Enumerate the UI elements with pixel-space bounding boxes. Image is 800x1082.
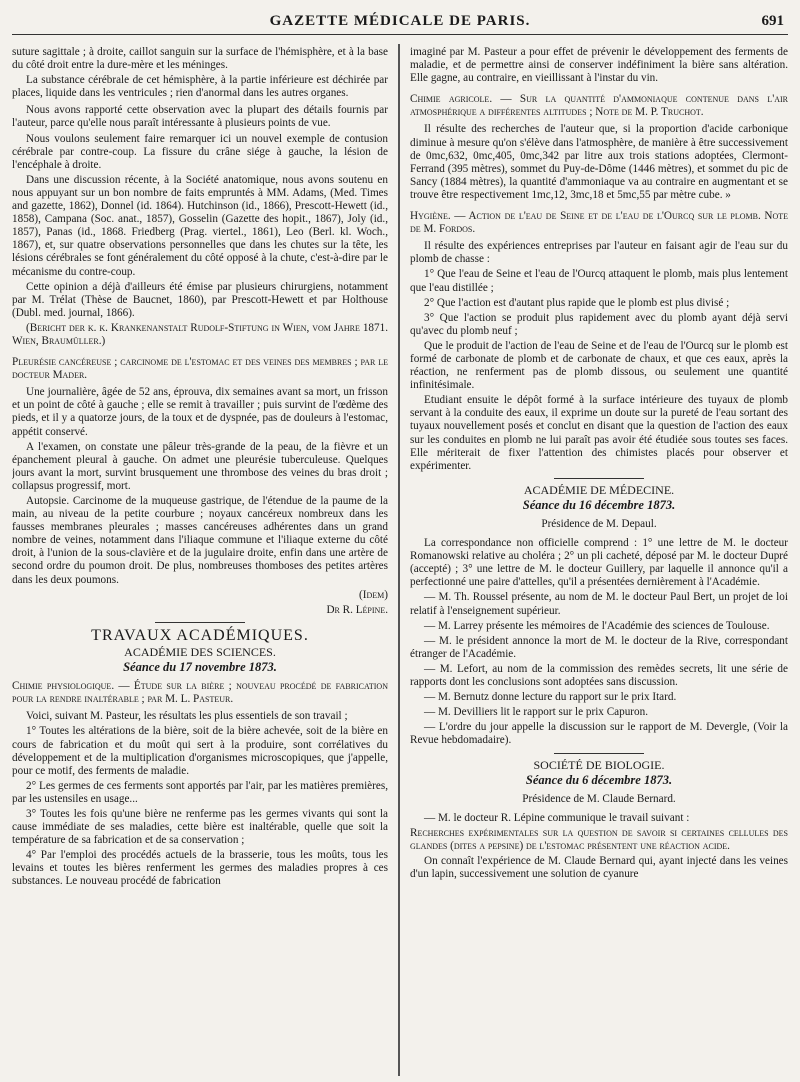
paragraph: 4° Par l'emploi des procédés actuels de la brasserie, tous les moûts, tous les levains et toutes les bières renferment les germes des maladies propres à ces substances. Le nouveau procédé de fabrication xyxy=(12,849,388,888)
page-header xyxy=(12,8,788,35)
paragraph: 2° Les germes de ces ferments sont apportés par l'air, par les matières premières, par les ustensiles en usage... xyxy=(12,779,388,805)
left-column xyxy=(12,46,388,1076)
paragraph: 2° Que l'action est d'autant plus rapide que le plomb est plus divisé ; xyxy=(424,296,730,309)
paragraph: Il résulte des recherches de l'auteur que, si la proportion d'acide carbonique diminue à mesure qu'on s'élève dans l'atmosphère, de manière à être successivement de 0mc,632, 0mc,405, 0mc,342 par litre aux trois stations adoptées, Clermont-Ferrand (395 mètres), sommet du Puy-de-Dôme (1446 mètres), et sommet du pic de Sancy (1884 mètres), la quantité d'ammoniaque va au contraire en augmentant et se trouve être respectivement 1mc,12, 3mc,18 et 5mc,55 par mètre cube. » xyxy=(410,123,788,201)
academy-title: ACADÉMIE DES SCIENCES. xyxy=(124,644,276,659)
presidency: Présidence de M. Depaul. xyxy=(541,518,657,530)
paragraph: Nous voulons seulement faire remarquer ici un nouvel exemple de contusion cérébrale par contre-coup. La fissure du crâne siége à gauche, la lésion de l'encéphale à droite. xyxy=(12,132,388,171)
paragraph: — M. Larrey présente les mémoires de l'Académie des sciences de Toulouse. xyxy=(424,619,770,632)
paragraph: Que le produit de l'action de l'eau de Seine et de l'eau de l'Ourcq sur le plomb est formé de carbonate de plomb et de carbonate de chaux, et que ces eaux, après la réaction, ne renferment pas de plomb dissous, ou seulement une quantité infinitésimale. xyxy=(410,339,788,392)
paragraph: On connaît l'expérience de M. Claude Bernard qui, ayant injecté dans les veines d'un lapin, successivement une solution de cyanure xyxy=(410,855,788,881)
paragraph: Une journalière, âgée de 52 ans, éprouva, dix semaines avant sa mort, un frisson et un point de côté à gauche ; elle se remit à travailler ; puis survint de l'œdème des pieds, et il y a quatorze jours, de la toux et de dyspnée, pas de douleurs à l'estomac, appétit conservé. xyxy=(12,386,388,438)
paragraph: Nous avons rapporté cette observation avec la plupart des détails fournis par l'auteur, parce qu'elle nous paraît intéressante à plusieurs points de vue. xyxy=(12,104,388,130)
paragraph: imaginé par M. Pasteur a pour effet de prévenir le développement des ferments de maladie, et de permettre ainsi de conserver indéfiniment la bière sans altération. Elle gagne, au contraire, en vieillissant à l'instar du vin. xyxy=(410,46,788,85)
paragraph: — M. Bernutz donne lecture du rapport sur le prix Itard. xyxy=(424,691,677,704)
paragraph: Il résulte des expériences entreprises par l'auteur en faisant agir de l'eau sur du plomb de chasse : xyxy=(410,240,788,266)
paragraph: Cette opinion a déjà d'ailleurs été émise par plusieurs chirurgiens, notamment par M. Trélat (Thèse de Baucnet, 1860), par Prescott-Hewett et par Holthouse (Dubl. med. journal, 1866). xyxy=(12,280,388,319)
article-heading: Hygiène. — Action de l'eau de Seine et de l'eau de l'Ourcq sur le plomb. Note de M. Fordos. xyxy=(410,210,788,236)
paragraph: Dans une discussion récente, à la Société anatomique, nous avons soutenu en nous appuyant sur un bon nombre de faits empruntés à MM. Adams, (Med. Times and gazette, 1862), Donnel (id. 1864). Hutchinson (id., 1866), Prescott-Hewett (id., 1858), Campana (Soc. anat., 1857), Gosselin (Gazette des hopit., 1867), Joly (id., 1857), Panas (id., 1868. Friedberg (Prag. viertel., 1861), Leo (Berl. kl. Woch., 1867), et, sur quatre observations personnelles que dans les chutes sur la tête, les lésions cérébrales se font généralement du côté opposé à la chute, c'est-à-dire par le mécanisme du contre-coup. xyxy=(12,173,388,278)
paragraph: — M. le président annonce la mort de M. le docteur de la Rive, correspondant étranger de l'Académie. xyxy=(410,634,788,660)
page-number: 691 xyxy=(761,13,784,29)
article-heading: Recherches expérimentales sur la question de savoir si certaines cellules des glandes (dites a pepsine) de l'estomac présentent une réaction acide. xyxy=(410,826,788,852)
section-title: TRAVAUX ACADÉMIQUES. xyxy=(91,626,309,644)
article-heading: Chimie agricole. — Sur la quantité d'ammoniaque contenue dans l'air atmosphérique a différentes altitudes ; Note de M. P. Truchot. xyxy=(410,93,788,119)
paragraph: 3° Toutes les fois qu'une bière ne renferme pas les germes vivants qui sont la cause immédiate de ses maladies, cette bière est inaltérable, quelle que soit la température de sa fabrication et de sa conservation ; xyxy=(12,807,388,847)
paragraph: 3° Que l'action se produit plus rapidement avec du plomb ayant déjà servi qu'avec du plomb neuf ; xyxy=(410,311,788,337)
section-rule xyxy=(554,478,644,479)
paragraph: — M. Lefort, au nom de la commission des remèdes secrets, lit une série de rapports dont les conclusions sont adoptées sans discussion. xyxy=(410,662,788,689)
citation: (Bericht der k. k. Krankenanstalt Rudolf-Stiftung in Wien, vom Jahre 1871. Wien, Braumüller.) xyxy=(12,321,388,347)
column-divider xyxy=(398,44,400,1076)
paragraph: Voici, suivant M. Pasteur, les résultats les plus essentiels de son travail ; xyxy=(26,710,348,723)
paragraph: — M. le docteur R. Lépine communique le travail suivant : xyxy=(424,811,690,824)
paragraph: La correspondance non officielle comprend : 1° une lettre de M. le docteur Romanowski relative au choléra ; 2° un pli cacheté, déposé par M. le docteur Dupré (accepté) ; 3° une lettre de M. le docteur Guillery, par laquelle il annonce qu'il a perfectionné une paire d'attelles, qu'il a présentées dernièrement à l'Académie. xyxy=(410,537,788,589)
academy-title: ACADÉMIE DE MÉDECINE. xyxy=(523,482,675,497)
session-date: Séance du 17 novembre 1873. xyxy=(123,660,277,675)
session-date: Séance du 6 décembre 1873. xyxy=(525,772,673,787)
paragraph: — M. Devilliers lit le rapport sur le prix Capuron. xyxy=(424,706,649,719)
paragraph: — M. Th. Roussel présente, au nom de M. le docteur Paul Bert, un projet de loi relatif à l'enseignement supérieur. xyxy=(410,591,788,617)
paragraph: Etudiant ensuite le dépôt formé à la surface intérieure des tuyaux de plomb servant à la conduite des eaux, il exprime un doute sur la pureté de l'eau sortant des tuyaux nouvellement posés et conclut en disant que la question de l'action des eaux sur les conduites en plomb ne lui paraît pas avoir été étudiée sous toutes ses faces. Elle mériterait de fixer l'attention des chimistes placés pour observer et expérimenter. xyxy=(410,394,788,472)
presidency: Présidence de M. Claude Bernard. xyxy=(522,792,676,805)
article-heading: Chimie physiologique. — Étude sur la bière ; nouveau procédé de fabrication pour la rendre inaltérable ; par M. L. Pasteur. xyxy=(12,680,388,706)
section-rule xyxy=(155,622,245,623)
paragraph: A l'examen, on constate une pâleur très-grande de la peau, de la fièvre et un épanchement pleural à gauche. On admet une pleurésie tuberculeuse. Quelques jours avant la mort, survint brusquement une thrombose des veines du bras droit ; collapsus progressif, mort. xyxy=(12,440,388,492)
article-heading: Pleurésie cancéreuse ; carcinome de l'estomac et des veines des membres ; par le docteur Mader. xyxy=(12,356,388,382)
paragraph: — L'ordre du jour appelle la discussion sur le rapport de M. Devergle, (Voir la Revue hebdomadaire). xyxy=(410,721,788,747)
author-signature: Dr R. Lépine. xyxy=(326,603,388,616)
idem-note: (Idem) xyxy=(359,588,388,601)
paragraph: Autopsie. Carcinome de la muqueuse gastrique, de l'étendue de la paume de la main, au niveau de la petite courbure ; noyaux cancéreux nombreux dans les fausses membranes pleurales ; masses cancéreuses adhérentes dans un grand nombre de veines, notamment dans l'iliaque commune et l'iliaque externe du côté droit, à l'union de la sous-clavière et de la jugulaire droite, enfin dans une artère de second ordre du poumon droit. De plus, nombreuses thomboses des petites artères dans les deux poumons. xyxy=(12,495,388,586)
paragraph: La substance cérébrale de cet hémisphère, à la partie inférieure est déchirée par places, liquide dans les ventricules ; rien d'anormal dans les autres organes. xyxy=(12,74,388,100)
society-title: SOCIÉTÉ DE BIOLOGIE. xyxy=(533,757,665,772)
paragraph: 1° Toutes les altérations de la bière, soit de la bière achevée, soit de la bière en cours de fabrication et du moût qui sert à la produire, sont corrélatives du développement et de la multiplication d'organismes microscopiques, que j'appelle, pour ce motif, des ferments de maladie. xyxy=(12,725,388,777)
journal-title: GAZETTE MÉDICALE DE PARIS. xyxy=(269,13,531,29)
paragraph: 1° Que l'eau de Seine et l'eau de l'Ourcq attaquent le plomb, mais plus lentement que l'eau distillée ; xyxy=(410,268,788,294)
paragraph: suture sagittale ; à droite, caillot sanguin sur la surface de l'hémisphère, et à la base du côté droit entre la dure-mère et les méninges. xyxy=(12,46,388,72)
session-date: Séance du 16 décembre 1873. xyxy=(522,497,676,512)
section-rule xyxy=(554,753,644,754)
right-column xyxy=(410,46,788,1076)
